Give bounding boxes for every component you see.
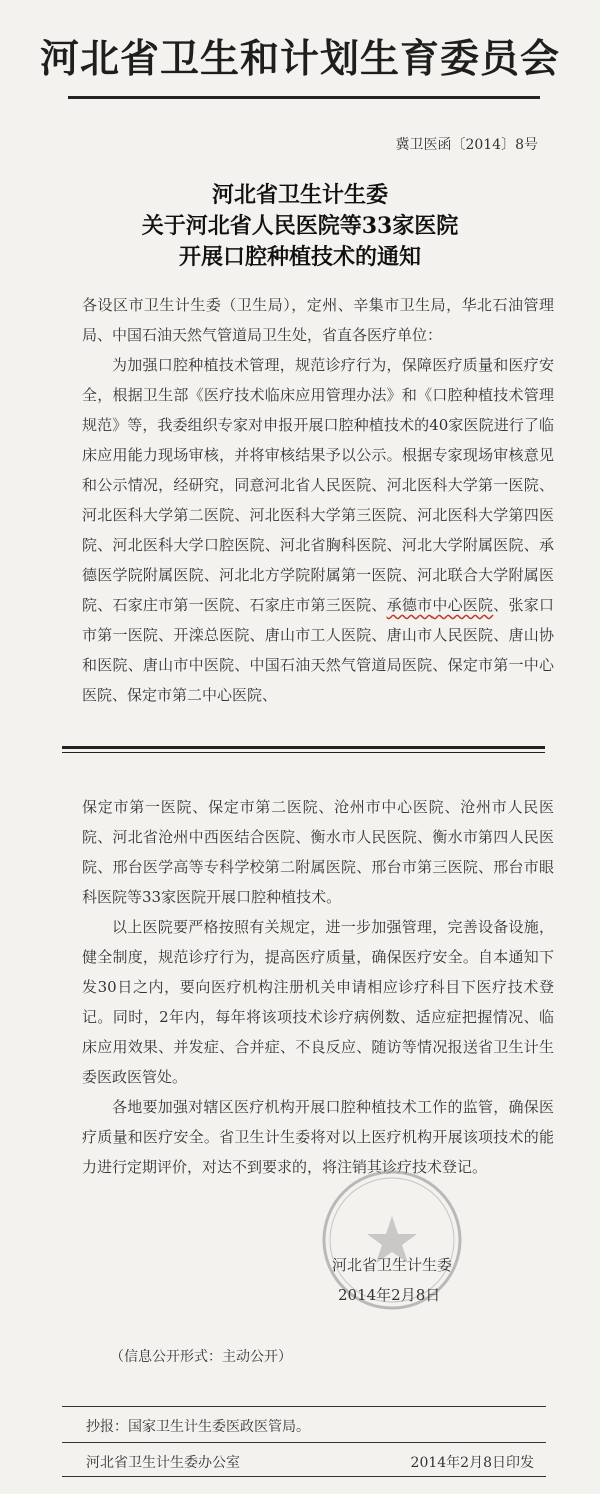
header-org-title: 河北省卫生和计划生育委员会 bbox=[39, 36, 560, 82]
header-rule bbox=[68, 96, 540, 99]
signature-organization: 河北省卫生计生委 bbox=[332, 1256, 453, 1274]
paragraph-1 bbox=[82, 350, 554, 710]
footer-rule-top bbox=[62, 1406, 546, 1407]
body-first-page bbox=[82, 290, 554, 710]
issuing-office: 河北省卫生计生委办公室 bbox=[86, 1455, 240, 1471]
title-line-3: 开展口腔种植技术的通知 bbox=[178, 244, 421, 270]
disclosure-type: （信息公开形式：主动公开） bbox=[110, 1349, 292, 1365]
paragraph-2: 以上医院要严格按照有关规定，进一步加强管理，完善设备设施，健全制度，规范诊疗行为，提高医疗质量，确保医疗安全。自本通知下发30日之内，要向医疗机构注册机关申请相应诊疗科目下医疗技术登记。同时，2年内，每年将该项技术诊疗病例数、适应症把握情况、临床应用效果、并发症、合并症、不良反应、随访等情况报送省卫生计生委医政医管处。 bbox=[82, 918, 554, 1086]
page-break-rule bbox=[62, 746, 545, 753]
document-number: 冀卫医函〔2014〕8号 bbox=[395, 137, 538, 153]
paragraph-1-continued: 保定市第一医院、保定市第二医院、沧州市中心医院、沧州市人民医院、河北省沧州中西医结合医院、衡水市人民医院、衡水市第四人民医院、邢台医学高等专科学校第二附属医院、邢台市第三医院、邢台市眼科医院等33家医院开展口腔种植技术。 bbox=[82, 798, 554, 906]
title-line-1: 河北省卫生计生委 bbox=[211, 182, 388, 208]
signature-date: 2014年2月8日 bbox=[338, 1286, 441, 1304]
footer-rule-middle bbox=[62, 1442, 546, 1443]
paragraph-3: 各地要加强对辖区医疗机构开展口腔种植技术工作的监管，确保医疗质量和医疗安全。省卫生计生委将对以上医疗机构开展该项技术的能力进行定期评价，对达不到要求的，将注销其诊疗技术登记。 bbox=[82, 1098, 554, 1176]
document-title bbox=[0, 180, 600, 273]
print-date: 2014年2月8日印发 bbox=[410, 1455, 534, 1471]
recipients: 各设区市卫生计生委（卫生局），定州、辛集市卫生局，华北石油管理局、中国石油天然气管道局卫生处，省直各医疗单位： bbox=[82, 296, 554, 344]
title-line-2: 关于河北省人民医院等33家医院 bbox=[141, 213, 459, 239]
paragraph-1-part-1: 为加强口腔种植技术管理，规范诊疗行为，保障医疗质量和医疗安全，根据卫生部《医疗技术临床应用管理办法》和《口腔种植技术管理规范》等，我委组织专家对申报开展口腔种植技术的40家医院进行了临床应用能力现场审核，并将审核结果予以公示。根据专家现场审核意见和公示情况，经研究，同意河北省人民医院、河北医科大学第一医院、河北医科大学第二医院、河北医科大学第三医院、河北医科大学第四医院、河北医科大学口腔医院、河北省胸科医院、河北大学附属医院、承德医学院附属医院、河北北方学院附属第一医院、河北联合大学附属医院、石家庄市第一医院、石家庄市第三医院、 bbox=[82, 356, 554, 614]
underlined-hospital-part-b: 中心医院 bbox=[432, 596, 494, 614]
paragraph-1-part-2: 、张家口市第一医院、开滦总医院、唐山市工人医院、唐山市人民医院、唐山协和医院、唐山市中医院、中国石油天然气管道局医院、保定市第一中心医院、保定市第二中心医院、 bbox=[82, 596, 554, 704]
cc-recipients: 抄报：国家卫生计生委医政医管局。 bbox=[86, 1419, 310, 1435]
underlined-hospital-part-a: 承德市 bbox=[386, 596, 433, 614]
body-second-page bbox=[82, 792, 554, 1182]
footer-rule-bottom bbox=[62, 1476, 546, 1477]
